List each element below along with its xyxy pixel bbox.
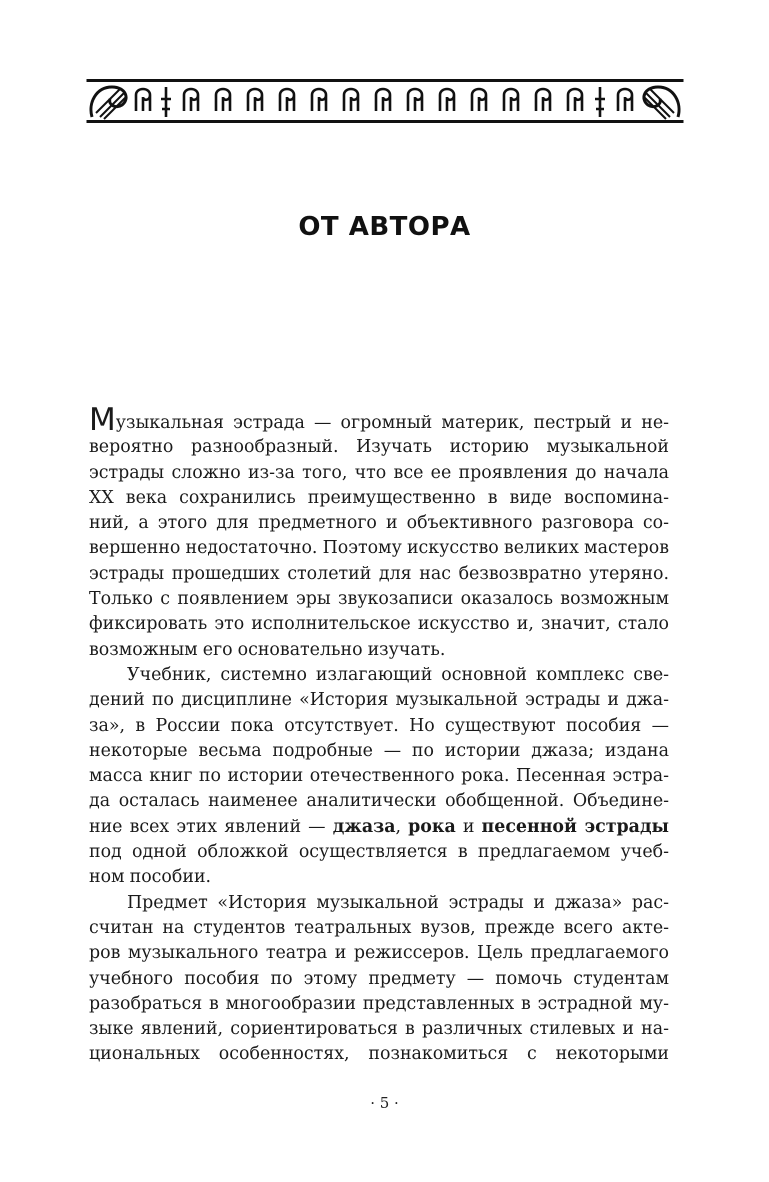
text-line: ров музыкального театра и режиссеров. Цель предлагаемого [89, 943, 669, 964]
text-run: , [395, 816, 409, 837]
text-line: циональных особенностях, познакомиться с некоторыми [89, 1044, 669, 1065]
text-line: XX века сохранились преимущественно в виде воспомина- [89, 487, 669, 508]
text-line: некоторые весьма подробные — по истории джаза; издана [89, 740, 669, 761]
text-line: ном пособии. [89, 867, 212, 888]
text-line: фиксировать это исполнительское искусство и, значит, стало [89, 614, 669, 635]
bold-term-rock: рока [408, 816, 456, 837]
ornament-motif [216, 89, 230, 111]
text-line: узыкальная эстрада — огромный материк, пестрый и не- [115, 413, 669, 433]
text-line: Предмет «История музыкальной эстрады и джаза» рас- [127, 892, 669, 913]
text-line: эстрады сложно из-за того, что все ее проявления до начала [89, 462, 669, 483]
ornament-motif [344, 89, 358, 111]
ornament-motif [618, 89, 632, 111]
text-line: вершенно недостаточно. Поэтому искусство великих мастеров [89, 538, 669, 559]
ornament-motif [136, 89, 150, 111]
text-line: эстрады прошедших столетий для нас безвозвратно утеряно. [89, 563, 669, 584]
bold-term-song-estrada: песенной эстрады [481, 816, 669, 837]
text-line: под одной обложкой осуществляется в предлагаемом учеб- [89, 842, 669, 863]
ornament-motif [440, 89, 454, 111]
text-line: зыке явлений, сориентироваться в различных стилевых и на- [89, 1019, 669, 1040]
ornament-motif [568, 89, 582, 111]
text-line: вероятно разнообразный. Изучать историю музыкальной [89, 437, 669, 458]
ornament-corner-right [644, 87, 679, 119]
text-line: разобраться в многообразии представленных в эстрадной му- [89, 993, 669, 1014]
ornament-motif [280, 89, 294, 111]
ornament-motif [248, 89, 262, 111]
text-line: возможным его основательно изучать. [89, 639, 446, 660]
paragraph-2 [89, 663, 669, 891]
decorative-ornament-border [86, 73, 684, 129]
text-line: масса книг по истории отечественного рока. Песенная эстра- [89, 766, 669, 787]
ornament-motif [184, 89, 198, 111]
ornament-motif [472, 89, 486, 111]
text-line: Учебник, системно излагающий основной комплекс све- [127, 664, 669, 685]
ornament-spike [595, 87, 605, 117]
paragraph-3 [89, 891, 669, 1068]
text-line: да осталась наименее аналитически обобщенной. Объедине- [89, 791, 669, 812]
ornament-corner-left [91, 87, 126, 119]
paragraph-1 [89, 402, 669, 663]
text-line: Только с появлением эры звукозаписи оказалось возможным [89, 589, 669, 610]
page-title: ОТ АВТОРА [298, 212, 471, 242]
ornament-motif [408, 89, 422, 111]
text-line: учебного пособия по этому предмету — помочь студентам [89, 968, 669, 989]
bold-term-jazz: джаза [332, 816, 396, 837]
text-line: дений по дисциплине «История музыкальной эстрады и джа- [89, 690, 669, 711]
body-text [89, 402, 669, 1068]
text-line-mixed [89, 815, 669, 840]
text-run: и [455, 816, 482, 837]
text-line: ний, а этого для предметного и объективного разговора со- [89, 513, 669, 534]
text-line: за», в России пока отсутствует. Но существуют пособия — [89, 715, 669, 736]
ornament-motif [536, 89, 550, 111]
ornament-motif [312, 89, 326, 111]
text-run: ние всех этих явлений — [89, 816, 333, 837]
text-line: считан на студентов театральных вузов, прежде всего акте- [89, 917, 669, 938]
drop-cap: М [89, 402, 116, 438]
ornament-spike [161, 87, 171, 117]
ornament-motif [376, 89, 390, 111]
page-number: · 5 · [370, 1094, 399, 1112]
ornament-motif [504, 89, 518, 111]
